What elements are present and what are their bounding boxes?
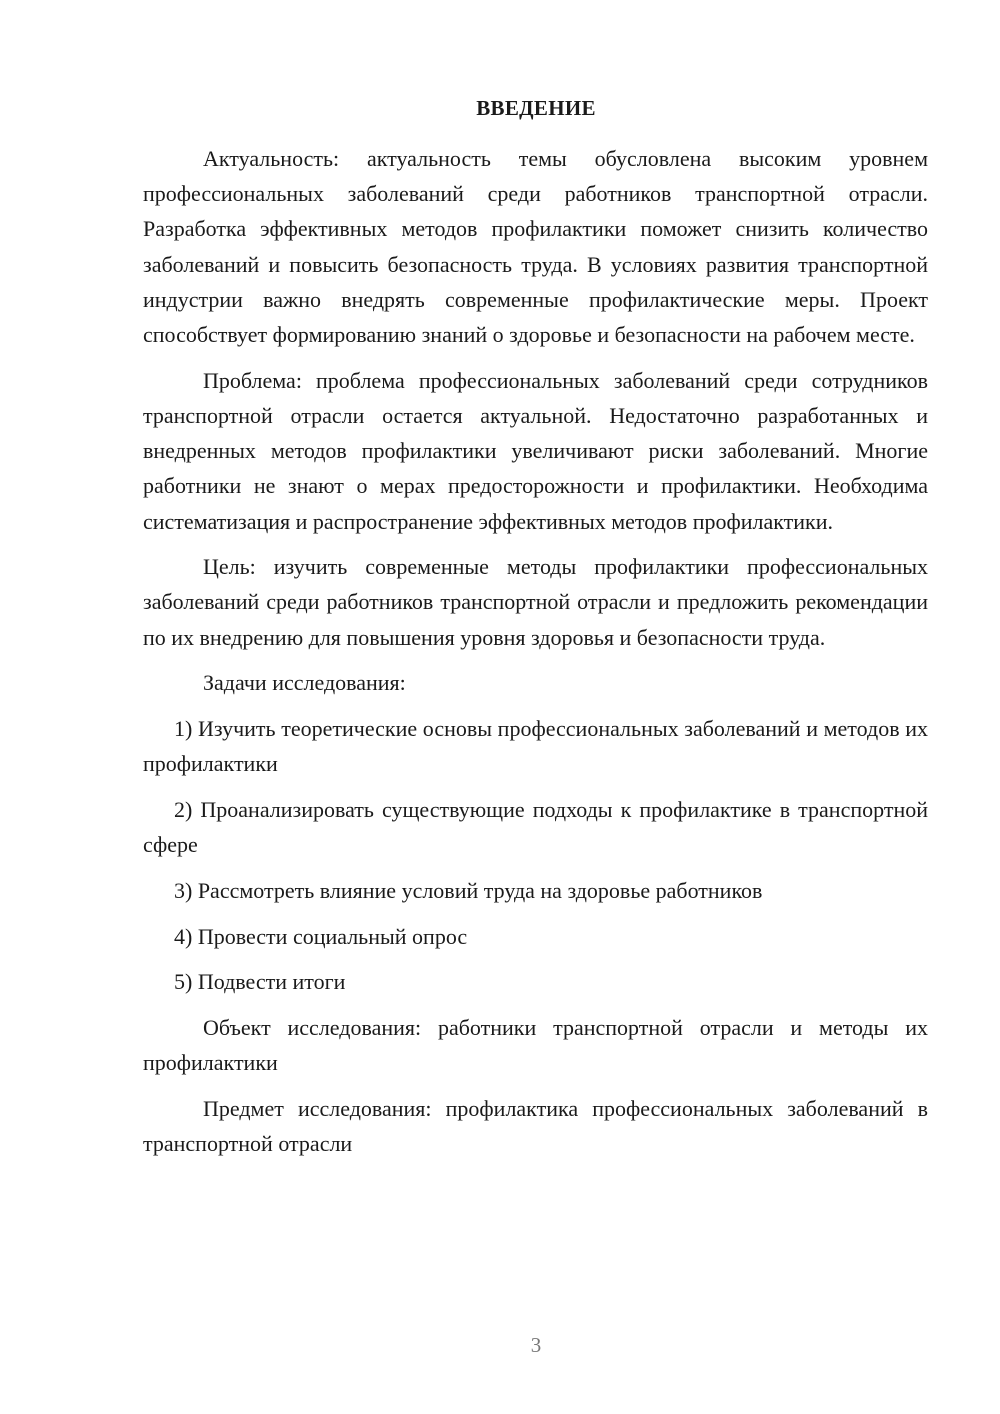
- tasks-heading: Задачи исследования:: [203, 670, 406, 696]
- task-item-1: 1) Изучить теоретические основы профессиональных заболеваний и методов их профилактики: [143, 716, 928, 777]
- task-item-2: 2) Проанализировать существующие подходы к профилактике в транспортной сфере: [143, 796, 928, 858]
- goal-paragraph: Цель: изучить современные методы профилактики профессиональных заболеваний среди работников транспортной отрасли и предложить рекомендации по их внедрению для повышения уровня здоровья и безопасности труда.: [143, 554, 928, 650]
- subject-paragraph: Предмет исследования: профилактика профессиональных заболеваний в транспортной отрасли: [143, 1095, 928, 1157]
- task-item-4: 4) Провести социальный опрос: [174, 923, 468, 949]
- relevance-paragraph: Актуальность: актуальность темы обусловлена высоким уровнем профессиональных заболеваний среди работников транспортной отрасли. Разработка эффективных методов профилактики поможет снизить количество заболеваний и повысить безопасность труда. В условиях развития транспортной индустрии важно внедрять современные профилактические меры. Проект способствует формированию знаний о здоровье и безопасности на рабочем месте.: [143, 146, 928, 348]
- problem-paragraph: Проблема: проблема профессиональных заболеваний среди сотрудников транспортной отрасли остается актуальной. Недостаточно разработанных и внедренных методов профилактики увеличивают риски заболеваний. Многие работники не знают о мерах предосторожности и профилактики. Необходима систематизация и распространение эффективных методов профилактики.: [143, 367, 928, 534]
- task-item-5: 5) Подвести итоги: [174, 969, 346, 995]
- document-body: [143, 141, 928, 1172]
- task-item-3: 3) Рассмотреть влияние условий труда на здоровье работников: [174, 877, 763, 903]
- page-number: 3: [530, 1333, 542, 1357]
- object-paragraph: Объект исследования: работники транспортной отрасли и методы их профилактики: [143, 1014, 928, 1076]
- page-title: ВВЕДЕНИЕ: [476, 96, 596, 120]
